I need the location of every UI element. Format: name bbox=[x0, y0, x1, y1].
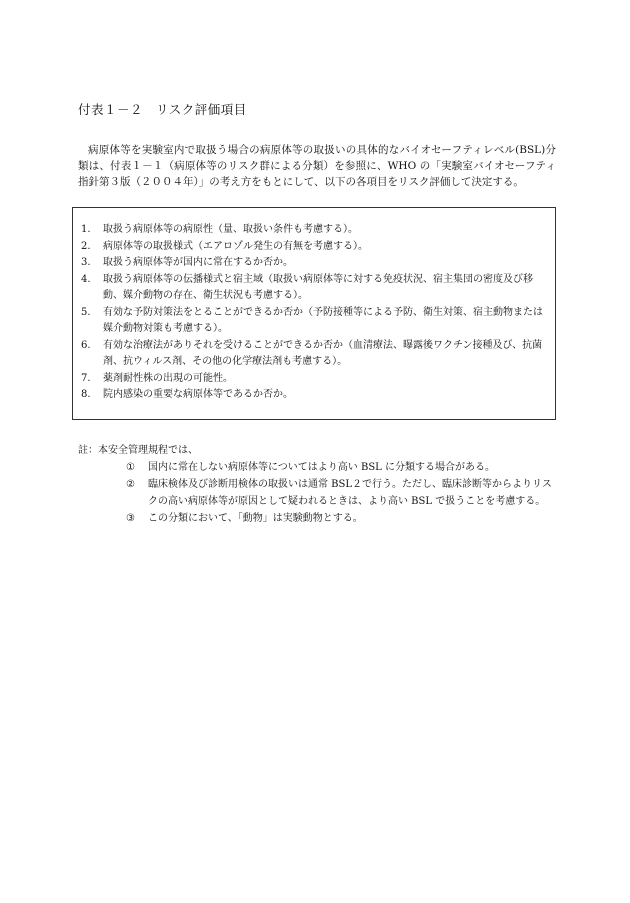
item-number: 5. bbox=[81, 306, 91, 318]
notes-list bbox=[78, 459, 556, 527]
note-marker: ① bbox=[126, 462, 135, 473]
note-marker: ② bbox=[126, 479, 135, 490]
item-text: 取扱う病原体等が国内に常在するか否か。 bbox=[103, 257, 293, 268]
intro-paragraph: 病原体等を実験室内で取扱う場合の病原体等の取扱いの具体的なバイオセーフティレベル(BSL)分類は、付表１－１（病原体等のリスク群による分類）を参照に、WHO の「実験室バイオセーフティ指針第３版（２００４年）」の考え方をもとにして、以下の各項目をリスク評価して決定する。 bbox=[78, 144, 556, 188]
item-text: 取扱う病原体等の伝播様式と宿主域（取扱い病原体等に対する免疫状況、宿主集団の密度及び移動、媒介動物の存在、衛生状況も考慮する）。 bbox=[103, 273, 533, 301]
item-text: 有効な治療法がありそれを受けることができるか否か（血清療法、曝露後ワクチン接種及び、抗菌剤、抗ウィルス剤、その他の化学療法剤も考慮する）。 bbox=[103, 339, 543, 367]
risk-item bbox=[81, 239, 551, 256]
item-text: 薬剤耐性株の出現の可能性。 bbox=[103, 372, 233, 384]
page-title: 付表１－２ リスク評価項目 bbox=[78, 102, 247, 117]
item-text: 院内感染の重要な病原体等であるか否か。 bbox=[103, 389, 293, 400]
note-marker: ③ bbox=[126, 513, 135, 524]
item-number: 4. bbox=[81, 273, 91, 285]
note-item bbox=[126, 459, 556, 476]
notes-section bbox=[78, 442, 556, 527]
risk-items-box bbox=[72, 207, 556, 420]
item-text: 有効な予防対策法をとることができるか否か（予防接種等による予防、衛生対策、宿主動物または媒介動物対策も考慮する）。 bbox=[103, 306, 543, 334]
item-number: 8. bbox=[81, 389, 91, 400]
item-number: 2. bbox=[81, 240, 91, 252]
risk-items-list bbox=[81, 222, 551, 404]
risk-item bbox=[81, 387, 551, 404]
item-number: 3. bbox=[81, 257, 91, 268]
risk-item bbox=[81, 272, 551, 305]
item-number: 7. bbox=[81, 372, 91, 384]
risk-item bbox=[81, 338, 551, 371]
risk-item bbox=[81, 371, 551, 388]
note-text: 臨床検体及び診断用検体の取扱いは通常 BSL２で行う。ただし、臨床診断等からよりリスクの高い病原体等が原因として疑われるときは、より高い BSL で扱うことを考慮する。 bbox=[148, 479, 552, 507]
note-text: 国内に常在しない病原体等についてはより高い BSL に分類する場合がある。 bbox=[148, 462, 495, 473]
notes-lead: 註：本安全管理規程では、 bbox=[78, 445, 198, 456]
risk-item bbox=[81, 305, 551, 338]
item-text: 病原体等の取扱様式（エアロゾル発生の有無を考慮する）。 bbox=[103, 240, 368, 252]
item-number: 1. bbox=[81, 224, 91, 235]
item-number: 6. bbox=[81, 339, 91, 351]
note-item bbox=[126, 510, 556, 527]
item-text: 取扱う病原体等の病原性（量、取扱い条件も考慮する）。 bbox=[103, 224, 358, 235]
note-item bbox=[126, 476, 556, 510]
risk-item bbox=[81, 222, 551, 239]
note-text: この分類において、「動物」は実験動物とする。 bbox=[148, 513, 363, 524]
risk-item bbox=[81, 255, 551, 272]
